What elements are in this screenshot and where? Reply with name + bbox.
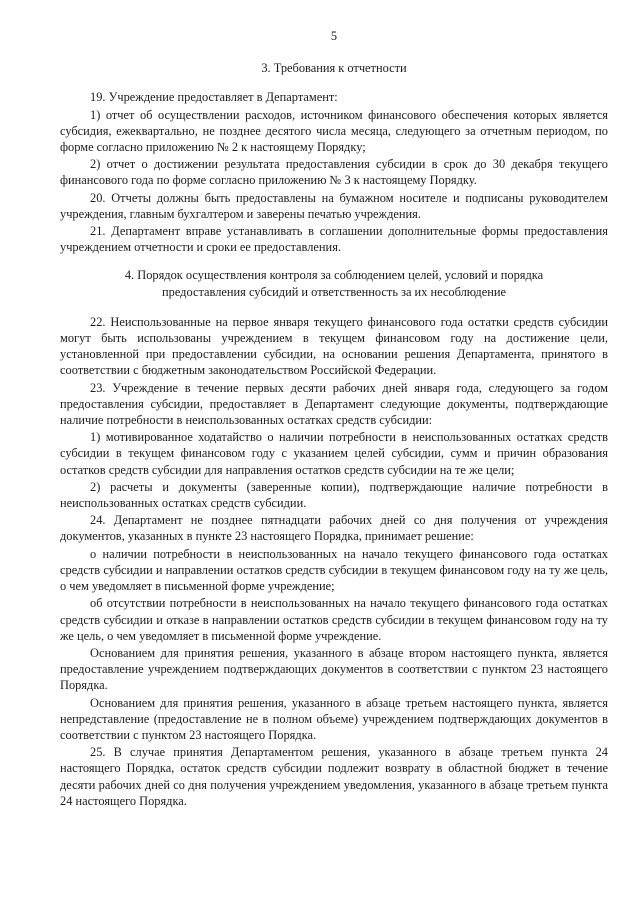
paragraph-24: 24. Департамент не позднее пятнадцати рабочих дней со дня получения от учреждения документов, указанных в пункте 23 настоящего Порядка, принимает решение: [60,513,608,544]
section-4-title-line-2: предоставления субсидий и ответственность за их несоблюдение [162,284,506,299]
paragraph-24-option-2: об отсутствии потребности в неиспользованных на начало текущего финансового года остатках средств субсидии и отказе в направлении остатков средств субсидии в текущем финансовом году на ту же цель, о чем уведомляет в письменной форме учреждение. [60,596,608,643]
page-number: 5 [330,29,338,43]
section-4-title [60,267,608,299]
paragraph-20: 20. Отчеты должны быть предоставлены на бумажном носителе и подписаны руководителем учреждения, главным бухгалтером и заверены печатью учреждения. [60,190,608,221]
section-3-title: 3. Требования к отчетности [261,61,407,76]
paragraph-19: 19. Учреждение предоставляет в Департамент: [90,90,338,105]
paragraph-23: 23. Учреждение в течение первых десяти рабочих дней января года, следующего за годом предоставления субсидии, предоставляет в Департамент следующие документы, подтверждающие наличие потребности в неиспользованных остатках средств субсидии: [60,380,608,428]
paragraph-24-basis-1: Основанием для принятия решения, указанного в абзаце втором настоящего пункта, является предоставление учреждением подтверждающих документов в соответствии с пунктом 23 настоящего Порядка. [60,645,608,693]
paragraph-19-item-1: 1) отчет об осуществлении расходов, источником финансового обеспечения которых является субсидия, ежеквартально, не позднее десятого числа месяца, следующего за отчетным периодом, по форме согласно приложению № 2 к настоящему Порядку; [60,107,608,155]
paragraph-24-option-1: о наличии потребности в неиспользованных на начало текущего финансового года остатках средств субсидии и направлении остатков средств субсидии в текущем финансовом году на ту же цель, о чем уведомляет в письменной форме учреждение; [60,546,608,594]
paragraph-25: 25. В случае принятия Департаментом решения, указанного в абзаце третьем пункта 24 настоящего Порядка, остаток средств субсидии подлежит возврату в областной бюджет в течение десяти рабочих дней со дня получения учреждением уведомления, указанного в абзаце третьем пункта 24 настоящего Порядка. [60,745,608,808]
section-4-title-line-1: 4. Порядок осуществления контроля за соблюдением целей, условий и порядка [124,268,544,283]
paragraph-23-item-1: 1) мотивированное ходатайство о наличии потребности в неиспользованных остатках средств субсидии в текущем финансовом году с указанием целей субсидии, сумм и причин образования остатков средств субсидии для направления остатков средств субсидии на те же цели; [60,430,608,477]
paragraph-24-basis-2: Основанием для принятия решения, указанного в абзаце третьем настоящего пункта, является непредставление (предоставление не в полном объеме) учреждением подтверждающих документов в соответствии с пунктом 23 настоящего Порядка. [60,695,608,742]
paragraph-22: 22. Неиспользованные на первое января текущего финансового года остатки средств субсидии могут быть использованы учреждением в текущем финансовом году на достижение цели, установленной при предоставлении субсидии, на основании решения Департамента, принятого в соответствии с бюджетным законодательством Российской Федерации. [60,314,608,378]
paragraph-23-item-2: 2) расчеты и документы (заверенные копии), подтверждающие наличие потребности в неиспользованных остатках средств субсидии. [60,479,608,511]
paragraph-21: 21. Департамент вправе устанавливать в соглашении дополнительные формы предоставления учреждением отчетности и сроки ее предоставления. [60,224,608,255]
section-3 [60,60,608,255]
paragraph-19-item-2: 2) отчет о достижении результата предоставления субсидии в срок до 30 декабря текущего финансового года по форме согласно приложению № 3 к настоящему Порядку. [60,157,608,188]
section-4 [60,267,608,809]
